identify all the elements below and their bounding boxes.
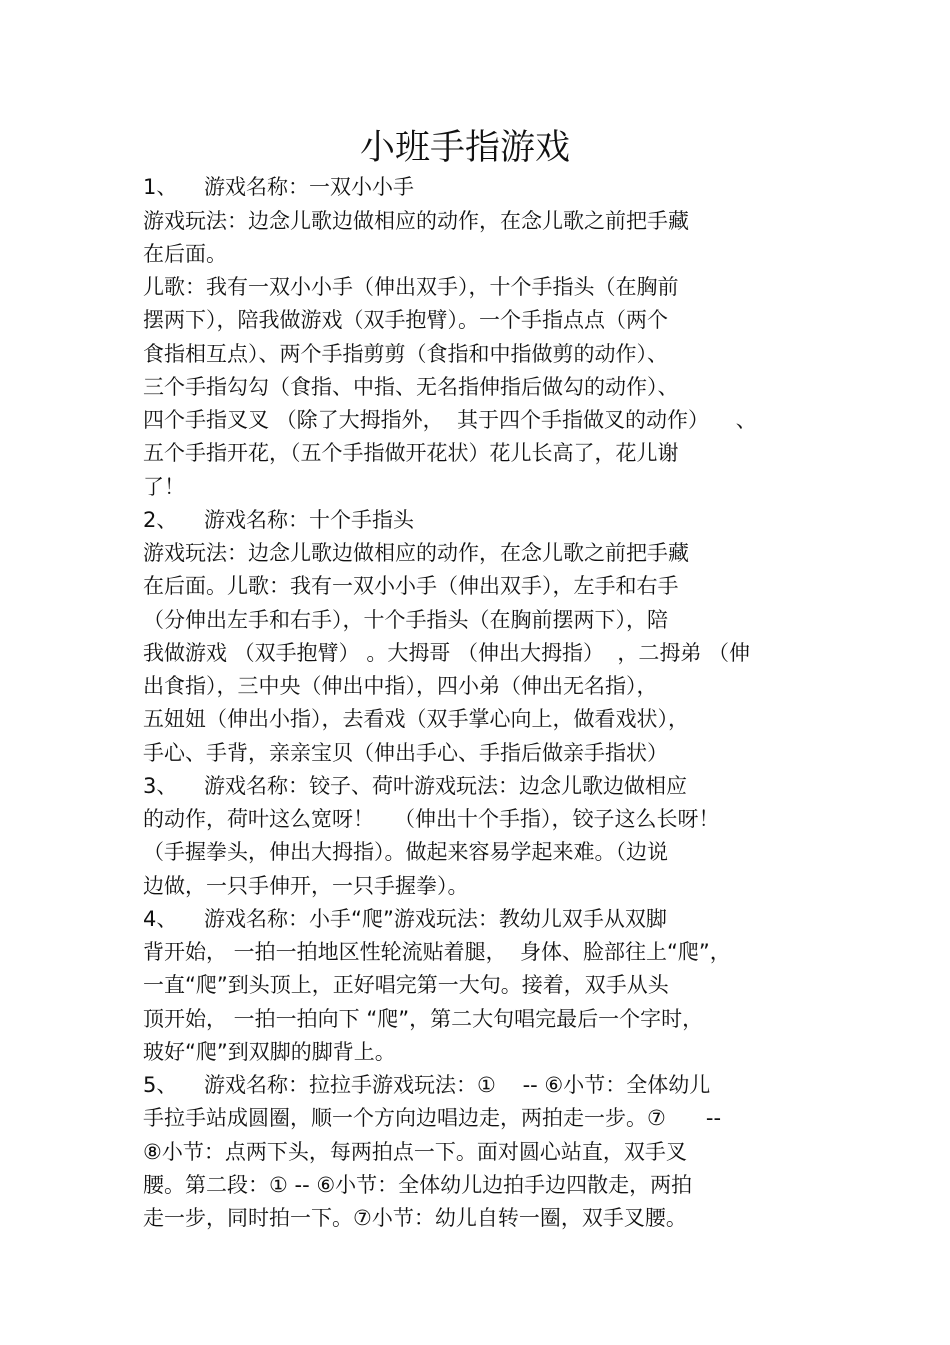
text-line: 五个手指开花，（五个手指做开花状）花儿长高了，花儿谢 bbox=[143, 441, 679, 465]
text-line: 4、 游戏名称：小手“爬”游戏玩法：教幼儿双手从双脚 bbox=[143, 907, 667, 931]
text-line: 儿歌：我有一双小小手（伸出双手），十个手指头（在胸前 bbox=[143, 275, 679, 299]
text-line: 五妞妞（伸出小指），去看戏（双手掌心向上，做看戏状）， bbox=[143, 707, 689, 731]
text-line: 腰。第二段：① -- ⑥小节：全体幼儿边拍手边四散走，两拍 bbox=[143, 1173, 693, 1197]
text-line: 背开始， 一拍一拍地区性轮流贴着腿， 身体、脸部往上“爬”， bbox=[143, 940, 731, 964]
text-line: 游戏玩法：边念儿歌边做相应的动作，在念儿歌之前把手藏 bbox=[143, 209, 689, 233]
text-line: 手心、手背，亲亲宝贝（伸出手心、手指后做亲手指状） bbox=[143, 741, 668, 765]
text-line: 摆两下），陪我做游戏（双手抱臂）。一个手指点点（两个 bbox=[143, 308, 668, 332]
text-line: ⑧小节：点两下头，每两拍点一下。面对圆心站直，双手叉 bbox=[143, 1140, 687, 1164]
text-line: 手拉手站成圆圈，顺一个方向边唱边走，两拍走一步。⑦ -- bbox=[143, 1106, 722, 1130]
text-line: 走一步，同时拍一下。⑦小节：幼儿自转一圈，双手叉腰。 bbox=[143, 1206, 687, 1230]
text-line: 的动作，荷叶这么宽呀！ （伸出十个手指），铰子这么长呀！ bbox=[143, 807, 720, 831]
text-line: 了！ bbox=[143, 475, 185, 499]
text-line: 玻好“爬”到双脚的脚背上。 bbox=[143, 1040, 396, 1064]
text-line: 顶开始， 一拍一拍向下 “爬”，第二大句唱完最后一个字时， bbox=[143, 1007, 704, 1031]
text-line: 游戏玩法：边念儿歌边做相应的动作，在念儿歌之前把手藏 bbox=[143, 541, 689, 565]
text-line: 出食指），三中央（伸出中指），四小弟（伸出无名指）， bbox=[143, 674, 658, 698]
text-line: 三个手指勾勾（食指、中指、无名指伸指后做勾的动作）、 bbox=[143, 375, 679, 399]
text-line: 食指相互点）、两个手指剪剪（食指和中指做剪的动作）、 bbox=[143, 342, 668, 366]
text-line: 在后面。 bbox=[143, 242, 227, 266]
text-line: （手握拳头，伸出大拇指）。做起来容易学起来难。（边说 bbox=[143, 840, 668, 864]
text-line: 边做，一只手伸开，一只手握拳）。 bbox=[143, 874, 469, 898]
text-line: 3、 游戏名称：铰子、荷叶游戏玩法：边念儿歌边做相应 bbox=[143, 774, 688, 798]
text-line: （分伸出左手和右手），十个手指头（在胸前摆两下），陪 bbox=[143, 608, 668, 632]
text-line: 5、 游戏名称：拉拉手游戏玩法：① -- ⑥小节：全体幼儿 bbox=[143, 1073, 711, 1097]
text-line: 在后面。儿歌：我有一双小小手（伸出双手），左手和右手 bbox=[143, 574, 679, 598]
text-line: 一直“爬”到头顶上，正好唱完第一大句。接着，双手从头 bbox=[143, 973, 669, 997]
text-line: 四个手指叉叉 （除了大拇指外， 其于四个手指做叉的动作） 、 bbox=[143, 408, 757, 432]
document-title: 小班手指游戏 bbox=[359, 128, 570, 168]
text-line: 1、 游戏名称：一双小小手 bbox=[143, 175, 415, 199]
text-line: 我做游戏 （双手抱臂） 。大拇哥 （伸出大拇指） ，二拇弟 （伸 bbox=[143, 641, 751, 665]
text-line: 2、 游戏名称：十个手指头 bbox=[143, 508, 415, 532]
